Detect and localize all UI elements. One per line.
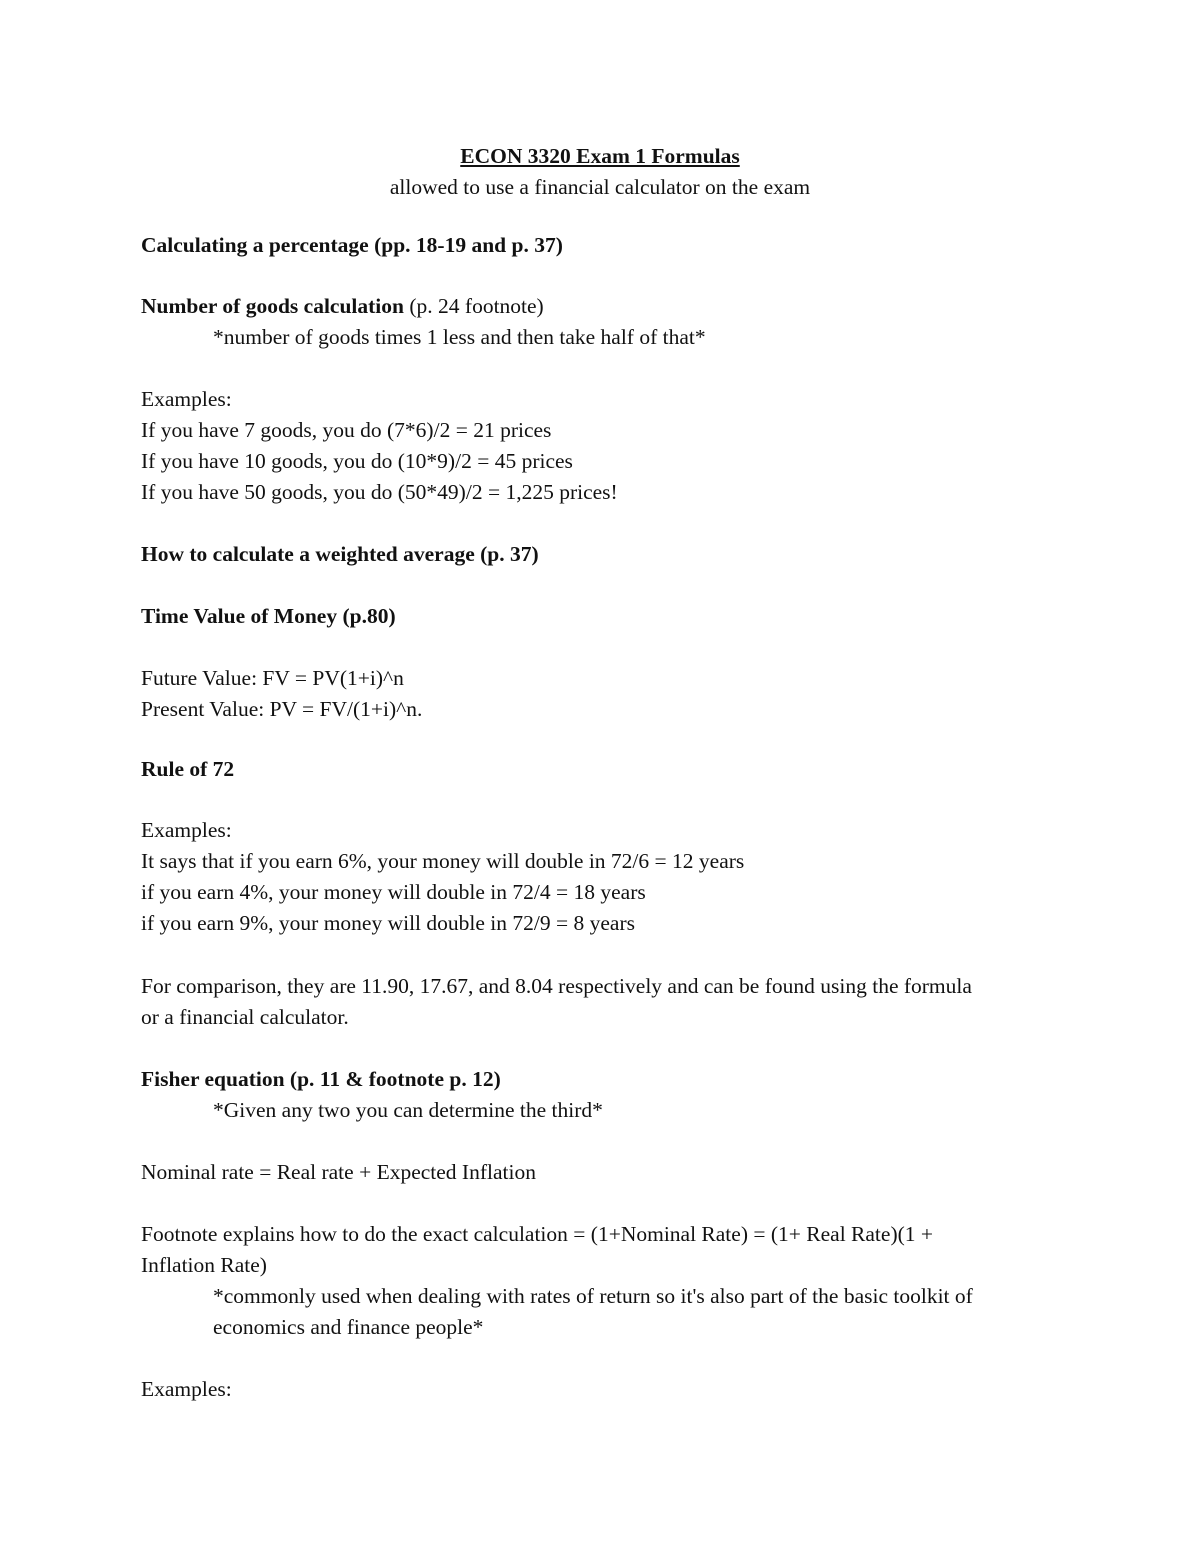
- rule-of-72-heading: Rule of 72: [141, 757, 235, 781]
- weighted-average-heading: How to calculate a weighted average (p. 37): [141, 542, 539, 566]
- rule72-comparison: or a financial calculator.: [141, 1005, 349, 1029]
- goods-heading-rest: (p. 24 footnote): [404, 294, 544, 318]
- fisher-footnote: Footnote explains how to do the exact calculation = (1+Nominal Rate) = (1+ Real Rate)(1 +: [141, 1222, 934, 1246]
- goods-note: *number of goods times 1 less and then take half of that*: [213, 325, 706, 349]
- page-subtitle: allowed to use a financial calculator on the exam: [389, 175, 811, 199]
- fisher-footnote: Inflation Rate): [141, 1253, 267, 1277]
- rule72-example: if you earn 9%, your money will double in 72/9 = 8 years: [141, 911, 635, 935]
- goods-heading: [141, 291, 544, 322]
- goods-example: If you have 50 goods, you do (50*49)/2 = 1,225 prices!: [141, 480, 618, 504]
- fisher-heading: Fisher equation (p. 11 & footnote p. 12): [141, 1067, 501, 1091]
- rule72-examples-label: Examples:: [141, 818, 232, 842]
- fisher-equation: Nominal rate = Real rate + Expected Inflation: [141, 1160, 536, 1184]
- tvm-heading: Time Value of Money (p.80): [141, 604, 396, 628]
- rule72-example: if you earn 4%, your money will double in 72/4 = 18 years: [141, 880, 646, 904]
- page-title: ECON 3320 Exam 1 Formulas: [460, 144, 740, 168]
- goods-example: If you have 10 goods, you do (10*9)/2 = 45 prices: [141, 449, 573, 473]
- fisher-examples-label: Examples:: [141, 1377, 232, 1401]
- future-value-formula: Future Value: FV = PV(1+i)^n: [141, 666, 404, 690]
- rule72-example: It says that if you earn 6%, your money will double in 72/6 = 12 years: [141, 849, 745, 873]
- fisher-common-note: *commonly used when dealing with rates of return so it's also part of the basic toolkit of: [213, 1284, 973, 1308]
- percentage-heading: Calculating a percentage (pp. 18-19 and p. 37): [141, 233, 563, 257]
- goods-heading-bold: Number of goods calculation: [141, 294, 404, 318]
- rule72-comparison: For comparison, they are 11.90, 17.67, and 8.04 respectively and can be found using the formula: [141, 974, 972, 998]
- goods-examples-label: Examples:: [141, 387, 232, 411]
- present-value-formula: Present Value: PV = FV/(1+i)^n.: [141, 697, 423, 721]
- fisher-note: *Given any two you can determine the third*: [213, 1098, 603, 1122]
- goods-example: If you have 7 goods, you do (7*6)/2 = 21 prices: [141, 418, 552, 442]
- fisher-common-note: economics and finance people*: [213, 1315, 484, 1339]
